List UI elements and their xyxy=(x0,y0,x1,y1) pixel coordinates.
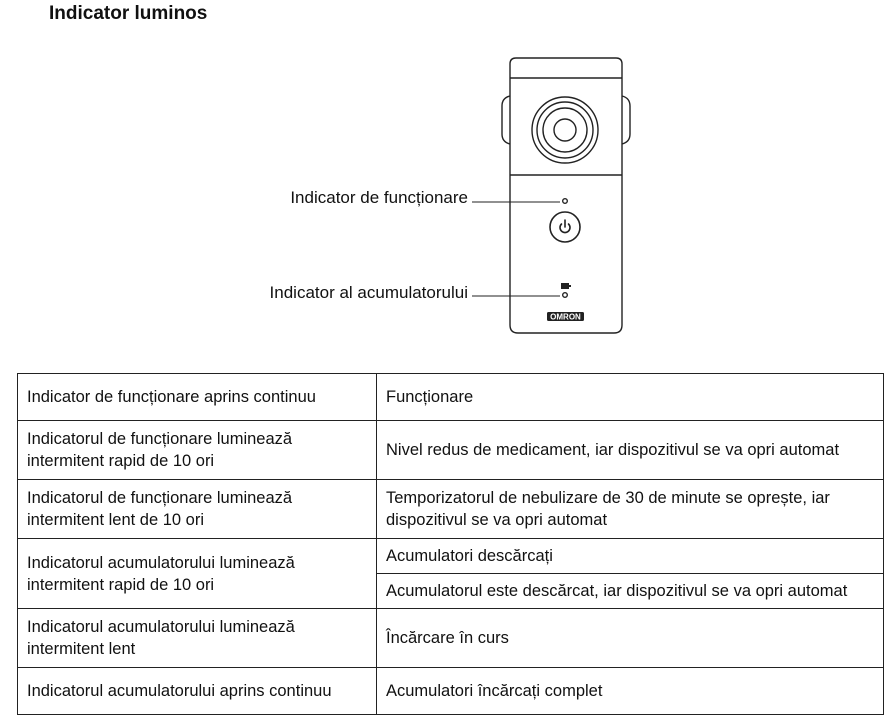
device-lens-outer xyxy=(532,97,598,163)
meaning-cell: Acumulatori încărcați complet xyxy=(377,668,884,715)
device-right-grip xyxy=(622,96,630,144)
condition-cell: Indicatorul acumulatorului aprins continuu xyxy=(18,668,377,715)
table-row xyxy=(18,421,884,480)
callout-battery-indicator: Indicator al acumulatorului xyxy=(269,283,468,302)
condition-cell: Indicatorul de funcționare luminează intermitent rapid de 10 ori xyxy=(18,421,377,480)
battery-icon xyxy=(561,283,571,289)
callout-operation-indicator: Indicator de funcționare xyxy=(290,188,468,207)
power-icon xyxy=(560,220,570,233)
meaning-cell: Acumulatori descărcați xyxy=(377,539,884,574)
meaning-cell: Temporizatorul de nebulizare de 30 de minute se oprește, iar dispozitivul se va opri automat xyxy=(377,480,884,539)
condition-cell: Indicatorul de funcționare luminează intermitent lent de 10 ori xyxy=(18,480,377,539)
table-row xyxy=(18,609,884,668)
meaning-cell: Funcționare xyxy=(377,374,884,421)
indicator-table xyxy=(17,373,884,715)
svg-text:OMRON: OMRON xyxy=(550,312,581,322)
table-row xyxy=(18,480,884,539)
meaning-cell: Încărcare în curs xyxy=(377,609,884,668)
device-body xyxy=(510,78,622,333)
condition-cell: Indicator de funcționare aprins continuu xyxy=(18,374,377,421)
condition-cell: Indicatorul acumulatorului luminează intermitent lent xyxy=(18,609,377,668)
table-row xyxy=(18,668,884,715)
meaning-cell: Acumulatorul este descărcat, iar dispozitivul se va opri automat xyxy=(377,574,884,609)
operation-led xyxy=(563,199,568,204)
table-row xyxy=(18,374,884,421)
meaning-cell: Nivel redus de medicament, iar dispozitivul se va opri automat xyxy=(377,421,884,480)
device-left-grip xyxy=(502,96,510,144)
battery-led xyxy=(563,293,568,298)
device-top-cap xyxy=(510,58,622,78)
condition-cell: Indicatorul acumulatorului luminează intermitent rapid de 10 ori xyxy=(18,539,377,609)
omron-logo xyxy=(547,312,584,321)
table-row xyxy=(18,539,884,574)
device-lens-inner xyxy=(554,119,576,141)
page-title: Indicator luminos xyxy=(49,3,208,24)
